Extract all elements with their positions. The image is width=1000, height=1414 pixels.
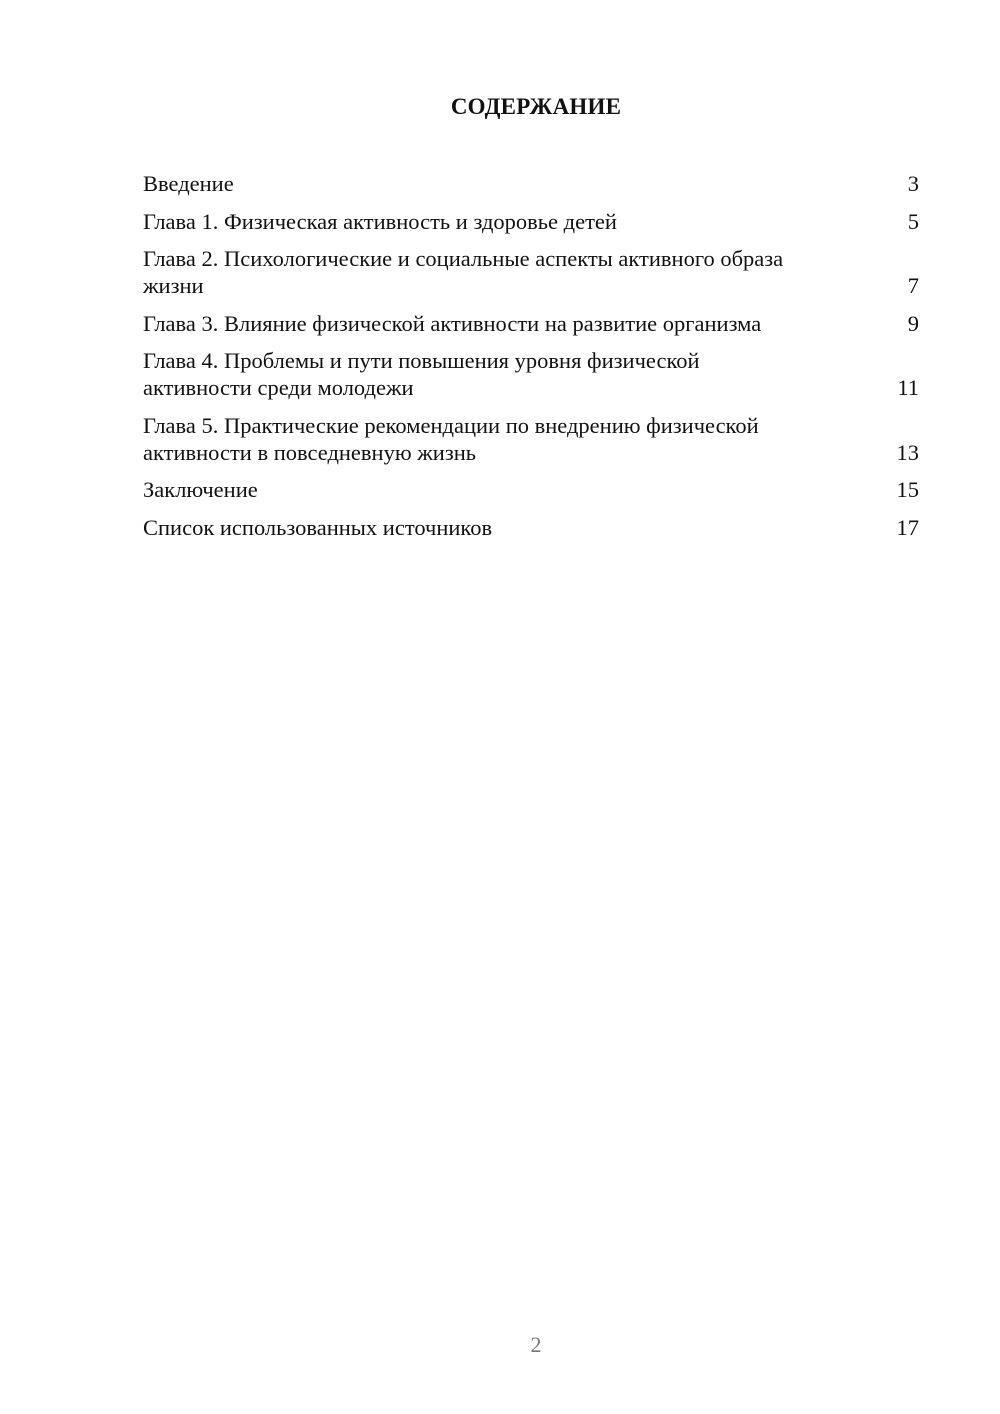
toc-entry-page: 5: [907, 208, 919, 234]
page-number: 2: [530, 1332, 542, 1357]
toc-entry: [143, 170, 919, 197]
toc-entry-text: Глава 3. Влияние физической активности на развитие организма: [143, 310, 762, 336]
table-of-contents: [143, 170, 919, 551]
toc-entry-text: Глава 5. Практические рекомендации по внедрению физической активности в повседневную жизнь: [143, 412, 759, 465]
toc-entry: [143, 514, 919, 541]
toc-entry-page: 17: [896, 514, 919, 540]
toc-entry-text: Глава 4. Проблемы и пути повышения уровня физической активности среди молодежи: [143, 348, 700, 400]
toc-entry-page: 3: [907, 171, 919, 196]
toc-entry-text: Введение: [143, 171, 234, 196]
toc-entry-page: 13: [896, 439, 919, 465]
toc-entry-page: 7: [907, 273, 919, 298]
toc-entry: [143, 412, 919, 466]
toc-entry-page: 15: [896, 477, 919, 502]
toc-title: СОДЕРЖАНИЕ: [450, 94, 622, 119]
toc-entry-text: Список использованных источников: [143, 514, 493, 540]
toc-entry-text: Заключение: [143, 477, 258, 502]
toc-entry-page: 11: [897, 375, 919, 400]
toc-entry-page: 9: [907, 310, 919, 336]
toc-entry: [143, 310, 919, 337]
toc-entry: [143, 245, 919, 299]
toc-entry: [143, 208, 919, 235]
toc-entry: [143, 347, 919, 401]
toc-entry-text: Глава 2. Психологические и социальные аспекты активного образа жизни: [143, 246, 784, 298]
toc-entry-text: Глава 1. Физическая активность и здоровье детей: [143, 208, 617, 234]
toc-entry: [143, 476, 919, 503]
